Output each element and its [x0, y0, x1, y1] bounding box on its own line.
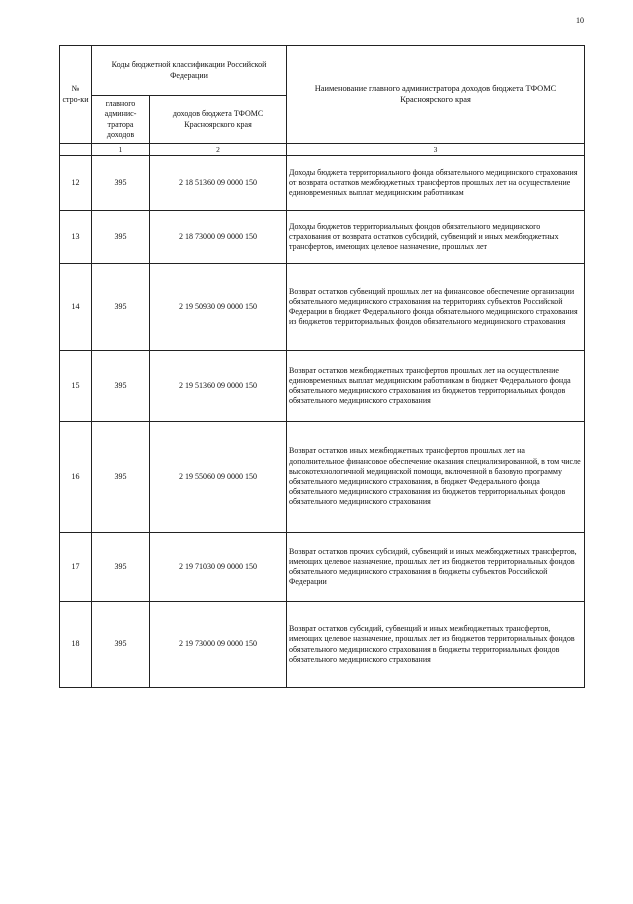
table-row — [60, 422, 585, 533]
administrator-code: 395 — [92, 211, 150, 264]
revenue-name: Возврат остатков субсидий, субвенций и иных межбюджетных трансфертов, имеющих целевое назначение, прошлых лет из бюджетов территориальных фондов обязательного медицинского страхования в бюджеты территориальных фондов обязательного медицинского страхования — [287, 602, 585, 688]
revenue-name: Возврат остатков прочих субсидий, субвенций и иных межбюджетных трансфертов, имеющих целевое назначение, прошлых лет из бюджетов территориальных фондов обязательного медицинского страхования в бюджеты субъектов Российской Федерации — [287, 533, 585, 602]
row-number: 14 — [60, 264, 92, 351]
table-row — [60, 351, 585, 422]
administrator-name-header: Наименование главного администратора доходов бюджета ТФОМС Красноярского края — [287, 46, 585, 144]
administrator-code: 395 — [92, 264, 150, 351]
budget-classification-table — [59, 45, 585, 688]
header-row — [60, 46, 585, 96]
revenue-code: 2 18 51360 09 0000 150 — [150, 156, 287, 211]
row-number: 12 — [60, 156, 92, 211]
table-row — [60, 156, 585, 211]
budget-codes-group-header: Коды бюджетной классификации Российской Федерации — [92, 46, 287, 96]
row-number: 18 — [60, 602, 92, 688]
revenue-code: 2 19 50930 09 0000 150 — [150, 264, 287, 351]
revenue-code: 2 19 51360 09 0000 150 — [150, 351, 287, 422]
revenue-name: Возврат остатков иных межбюджетных трансфертов прошлых лет на дополнительное финансовое обеспечение оказания специализированной, в том числе высокотехнологичной медицинской помощи, включенной в базовую программу обязательного медицинского страхования, в бюджет Федерального фонда обязательного медицинского страхования из бюджетов территориальных фондов обязательного медицинского страхования — [287, 422, 585, 533]
page-number: 10 — [576, 16, 584, 25]
row-number: 15 — [60, 351, 92, 422]
revenue-code: 2 19 55060 09 0000 150 — [150, 422, 287, 533]
table-row — [60, 264, 585, 351]
column-number-blank — [60, 144, 92, 156]
revenue-name: Возврат остатков субвенций прошлых лет на финансовое обеспечение организации обязательного медицинского страхования на территориях субъектов Российской Федерации в бюджет Федерального фонда обязательного медицинского страхования из бюджетов территориальных фондов обязательного медицинского страхования — [287, 264, 585, 351]
revenue-name: Доходы бюджета территориального фонда обязательного медицинского страхования от возврата остатков межбюджетных трансфертов прошлых лет на осуществление единовременных выплат медицинским работникам — [287, 156, 585, 211]
revenue-code: 2 18 73000 09 0000 150 — [150, 211, 287, 264]
column-number: 1 — [92, 144, 150, 156]
chief-administrator-header: главного админис-тратора доходов — [92, 96, 150, 144]
administrator-code: 395 — [92, 602, 150, 688]
table-row — [60, 602, 585, 688]
administrator-code: 395 — [92, 351, 150, 422]
column-number: 3 — [287, 144, 585, 156]
column-number: 2 — [150, 144, 287, 156]
table-row — [60, 211, 585, 264]
revenue-name: Доходы бюджетов территориальных фондов обязательного медицинского страхования от возврата остатков субсидий, субвенций и иных межбюджетных трансфертов, имеющих целевое назначение, прошлых лет — [287, 211, 585, 264]
row-number: 13 — [60, 211, 92, 264]
administrator-code: 395 — [92, 533, 150, 602]
revenue-code: 2 19 73000 09 0000 150 — [150, 602, 287, 688]
row-number: 16 — [60, 422, 92, 533]
revenue-name: Возврат остатков межбюджетных трансфертов прошлых лет на осуществление единовременных выплат медицинским работникам в бюджет Федерального фонда обязательного медицинского страхования из бюджетов территориальных фондов обязательного медицинского страхования — [287, 351, 585, 422]
row-number: 17 — [60, 533, 92, 602]
revenue-code: 2 19 71030 09 0000 150 — [150, 533, 287, 602]
row-number-header: № стро-ки — [60, 46, 92, 144]
administrator-code: 395 — [92, 156, 150, 211]
column-numbers-row — [60, 144, 585, 156]
revenue-code-header: доходов бюджета ТФОМС Красноярского края — [150, 96, 287, 144]
table-row — [60, 533, 585, 602]
administrator-code: 395 — [92, 422, 150, 533]
